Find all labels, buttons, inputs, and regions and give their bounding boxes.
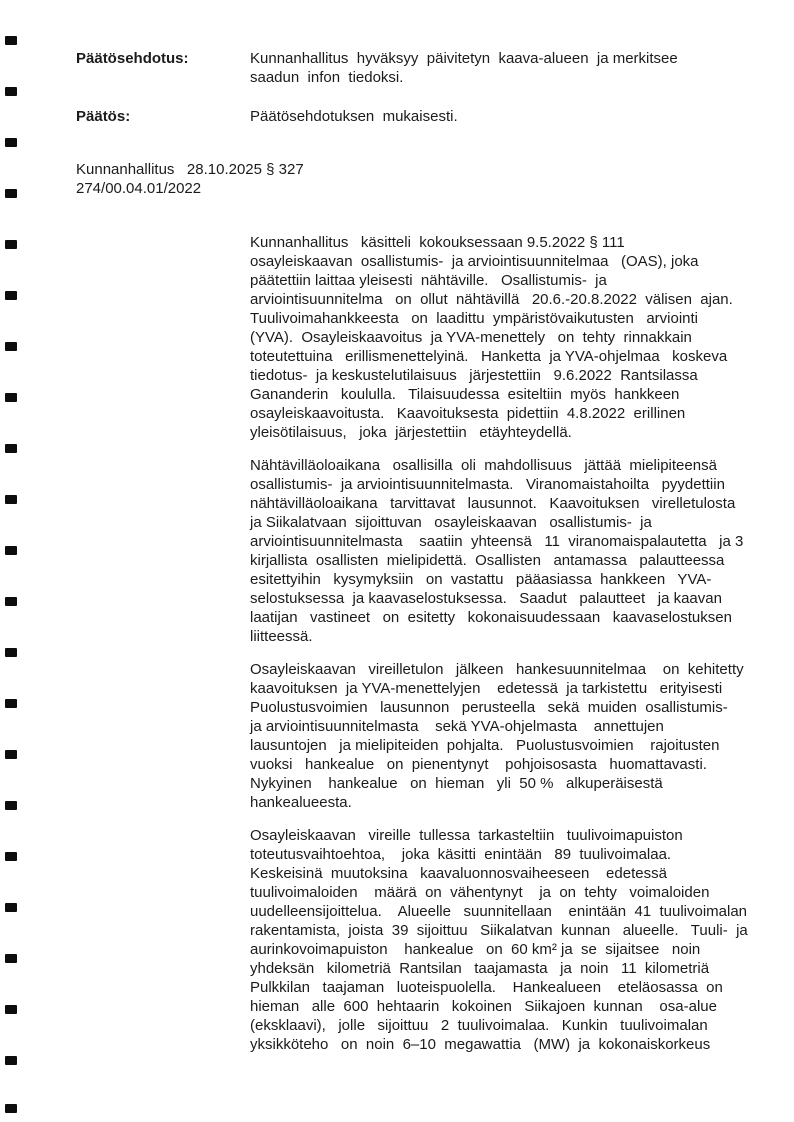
scan-mark (5, 87, 17, 96)
case-number: 274/00.04.01/2022 (76, 180, 202, 197)
text-line: arviointisuunnitelmasta saatiin yhteensä 11 viranomaispalautetta ja 3 (250, 533, 744, 550)
text-line: aurinkovoimapuiston hankealue on 60 km² ja se sijaitsee noin (250, 941, 701, 958)
text-line: tiedotus- ja keskustelutilaisuus järjestettiin 9.6.2022 Rantsilassa (250, 367, 698, 384)
text-line: selostuksessa ja kaavaselostuksessa. Saadut palautteet ja kaavan (250, 590, 722, 607)
text-line: vuoksi hankealue on pienentynyt pohjoisosasta huomattavasti. (250, 756, 707, 773)
text-line: (eksklaavi), jolle sijoittuu 2 tuulivoimalaa. Kunkin tuulivoimalan (250, 1017, 708, 1034)
scan-mark (5, 240, 17, 249)
text-line: yleisötilaisuus, joka järjestettiin etäyhteydellä. (250, 424, 572, 441)
scan-mark (5, 1056, 17, 1065)
scan-mark (5, 1005, 17, 1014)
text-line: Osayleiskaavan vireille tullessa tarkasteltiin tuulivoimapuiston (250, 827, 683, 844)
text-line: Kunnanhallitus käsitteli kokouksessaan 9.5.2022 § 111 (250, 234, 625, 251)
text-line: Puolustusvoimien lausunnon perusteella sekä muiden osallistumis- (250, 699, 728, 716)
text-line: liitteessä. (250, 628, 313, 645)
text-line: arviointisuunnitelma on ollut nähtävillä 20.6.-20.8.2022 välisen ajan. (250, 291, 733, 308)
paragraph-3 (250, 660, 775, 812)
scan-mark (5, 36, 17, 45)
decision-proposal-label: Päätösehdotus: (76, 50, 189, 67)
scan-mark (5, 597, 17, 606)
paragraph-4 (250, 826, 775, 1054)
text-line: kirjallista osallisten mielipidettä. Osallisten antamassa palautteessa (250, 552, 725, 569)
text-line: saadun infon tiedoksi. (250, 69, 404, 86)
text-line: Osayleiskaavan vireilletulon jälkeen hankesuunnitelmaa on kehitetty (250, 661, 744, 678)
text-line: osayleiskaavan osallistumis- ja arviointisuunnitelmaa (OAS), joka (250, 253, 699, 270)
text-line: lausuntojen ja mielipiteiden pohjalta. Puolustusvoimien rajoitusten (250, 737, 720, 754)
text-line: Nykyinen hankealue on hieman yli 50 % alkuperäisestä (250, 775, 663, 792)
text-line: ja arviointisuunnitelmasta sekä YVA-ohjelmasta annettujen (250, 718, 664, 735)
scan-mark (5, 954, 17, 963)
decision-text: Päätösehdotuksen mukaisesti. (250, 108, 458, 125)
text-line: tuulivoimaloiden määrä on vähentynyt ja on tehty voimaloiden (250, 884, 710, 901)
scan-mark (5, 699, 17, 708)
decision-proposal-text (250, 49, 770, 87)
scan-mark (5, 648, 17, 657)
scan-mark (5, 750, 17, 759)
text-line: Nähtävilläoloaikana osallisilla oli mahdollisuus jättää mielipiteensä (250, 457, 717, 474)
text-line: (YVA). Osayleiskaavoitus ja YVA-menettely on tehty rinnakkain (250, 329, 692, 346)
decision-label: Päätös: (76, 108, 131, 125)
text-line: yksikköteho on noin 6–10 megawattia (MW) ja kokonaiskorkeus (250, 1036, 711, 1053)
text-line: nähtävilläoloaikana tarvittavat lausunnot. Kaavoituksen virelletulosta (250, 495, 736, 512)
text-line: Tuulivoimahankkeesta on laadittu ympäristövaikutusten arviointi (250, 310, 699, 327)
scan-mark (5, 291, 17, 300)
scan-mark (5, 801, 17, 810)
scan-mark (5, 393, 17, 402)
text-line: hankealueesta. (250, 794, 352, 811)
scan-mark (5, 444, 17, 453)
text-line: Keskeisinä muutoksina kaavaluonnosvaiheeseen edetessä (250, 865, 667, 882)
text-line: päätettiin laittaa yleisesti nähtäville. Osallistumis- ja (250, 272, 607, 289)
text-line: hieman alle 600 hehtaarin kokoinen Siikajoen kunnan osa-alue (250, 998, 717, 1015)
meeting-reference-line: Kunnanhallitus 28.10.2025 § 327 (76, 161, 304, 178)
body-text (250, 233, 775, 1068)
text-line: kaavoituksen ja YVA-menettelyjen edetessä ja tarkistettu erityisesti (250, 680, 723, 697)
paragraph-1 (250, 233, 775, 442)
text-line: laatijan vastineet on esitetty kokonaisuudessaan kaavaselostuksen (250, 609, 732, 626)
text-line: rakentamista, joista 39 sijoittuu Siikalatvan kunnan alueelle. Tuuli- ja (250, 922, 748, 939)
text-line: Gananderin koululla. Tilaisuudessa esiteltiin myös hankkeen (250, 386, 680, 403)
text-line: uudelleensijoittelua. Alueelle suunnitellaan enintään 41 tuulivoimalan (250, 903, 748, 920)
text-line: toteutusvaihtoehtoa, joka käsitti enintään 89 tuulivoimalaa. (250, 846, 672, 863)
scan-mark (5, 342, 17, 351)
scan-mark (5, 903, 17, 912)
text-line: Pulkkilan taajaman luoteispuolella. Hankealueen eteläosassa on (250, 979, 723, 996)
scan-mark (5, 546, 17, 555)
text-line: esitettyihin kysymyksiin on vastattu pääasiassa hankkeen YVA- (250, 571, 712, 588)
paragraph-2 (250, 456, 775, 646)
text-line: ja Siikalatvaan sijoittuvan osayleiskaavan osallistumis- ja (250, 514, 652, 531)
text-line: Kunnanhallitus hyväksyy päivitetyn kaava-alueen ja merkitsee (250, 50, 678, 67)
scan-mark (5, 852, 17, 861)
scan-mark (5, 495, 17, 504)
text-line: yhdeksän kilometriä Rantsilan taajamasta ja noin 11 kilometriä (250, 960, 710, 977)
scan-mark (5, 138, 17, 147)
text-line: osayleiskaavoitusta. Kaavoituksesta pidettiin 4.8.2022 erillinen (250, 405, 686, 422)
scan-mark (5, 1104, 17, 1113)
scan-mark (5, 189, 17, 198)
text-line: toteutettuina erillismenettelyinä. Hanketta ja YVA-ohjelmaa koskeva (250, 348, 728, 365)
text-line: osallistumis- ja arviointisuunnitelmasta. Viranomaistahoilta pyydettiin (250, 476, 725, 493)
